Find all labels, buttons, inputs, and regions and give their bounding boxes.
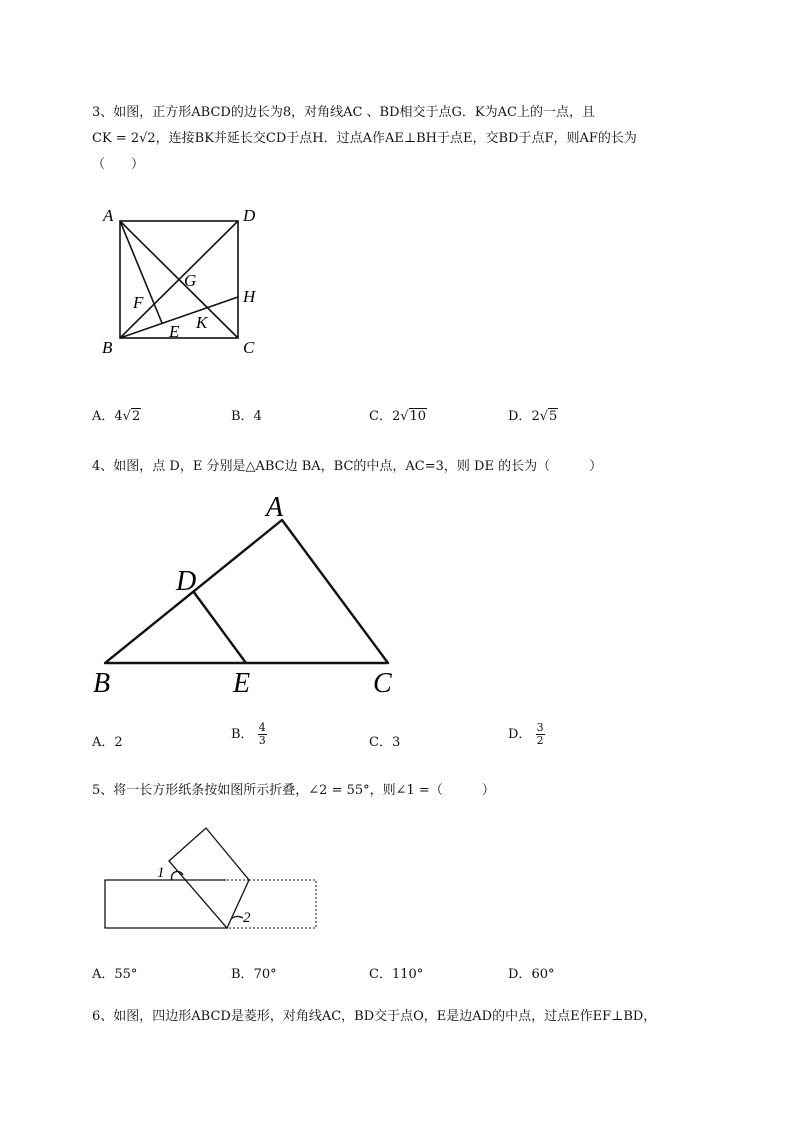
q3-option-a[interactable]: A．4√2	[92, 409, 141, 424]
q5-option-c-key: C．	[369, 967, 392, 982]
q4-option-a[interactable]	[92, 731, 123, 750]
q4-stem: 4、如图，点 D，E 分别是△ABC边 BA，BC的中点，AC=3，则 DE 的长为（ ）	[92, 459, 603, 474]
q3-label-A: A	[103, 206, 114, 225]
q4-option-d-fraction: $\frac{3}{2}$	[536, 721, 544, 747]
q5-option-b-value: 70°	[253, 967, 277, 982]
q3-option-a-radicand: 2	[131, 409, 141, 424]
q3-option-a-coef: 4	[114, 409, 123, 424]
q5-angle-1-label: 1	[157, 865, 165, 881]
q5-option-d[interactable]	[508, 963, 554, 982]
q4-option-a-value: 2	[114, 735, 123, 750]
q3-square-figure	[95, 198, 275, 358]
q5-option-c-value: 110°	[391, 967, 424, 982]
q3-label-B: B	[102, 338, 113, 357]
q4-option-c-value: 3	[391, 735, 401, 750]
q3-option-b-value: 4	[253, 409, 262, 424]
q4-option-c[interactable]	[369, 731, 400, 750]
q5-option-a[interactable]	[92, 963, 137, 982]
q6-stem: 6、如图，四边形ABCD是菱形，对角线AC，BD交于点O，E是边AD的中点，过点E作EF⊥BD，	[92, 1009, 657, 1024]
q5-option-d-value: 60°	[531, 967, 555, 982]
q3-label-C: C	[243, 338, 255, 357]
q4-triangle-figure	[90, 490, 410, 700]
q4-option-d-key: D．	[508, 727, 532, 742]
q4-label-C: C	[373, 668, 392, 699]
q3-label-K: K	[196, 313, 208, 332]
q4-label-B: B	[93, 668, 111, 699]
q5-option-c[interactable]	[369, 963, 423, 982]
q3-option-c-radicand: 10	[409, 409, 427, 424]
q5-option-a-value: 55°	[114, 967, 138, 982]
q5-stem: 5、将一长方形纸条按如图所示折叠，∠2 = 55°，则∠1 =（ ）	[92, 783, 495, 798]
q4-option-c-key: C．	[369, 735, 392, 750]
q3-option-c-coef: 2	[391, 409, 401, 424]
q3-stem-line2: CK = 2√2，连接BK并延长交CD于点H．过点A作AE⊥BH于点E，交BD于点F，则AF的长为	[92, 131, 637, 146]
q3-option-d-key: D．	[508, 409, 532, 424]
q4-option-b[interactable]	[231, 722, 267, 747]
q3-label-E: E	[169, 322, 180, 341]
q3-label-H: H	[243, 287, 256, 306]
q3-option-d[interactable]: D．2√5	[508, 409, 558, 424]
q3-option-d-coef: 2	[531, 409, 540, 424]
q3-option-a-key: A．	[92, 409, 115, 424]
q5-angle-2-label: 2	[243, 910, 251, 926]
q4-label-A: A	[266, 492, 284, 523]
q4-option-a-key: A．	[92, 735, 115, 750]
q5-option-d-key: D．	[508, 967, 532, 982]
q3-option-c-key: C．	[369, 409, 392, 424]
q5-option-b[interactable]	[231, 963, 277, 982]
q3-label-F: F	[133, 293, 144, 312]
q5-folded-strip-figure	[100, 822, 325, 934]
q4-option-b-fraction: $\frac{4}{3}$	[258, 721, 266, 747]
q3-answer-blank: （ ）	[92, 157, 145, 172]
q3-stem-line1: 3、如图，正方形ABCD的边长为8，对角线AC 、BD相交于点G．K为AC上的一点，且	[92, 105, 595, 120]
q5-option-a-key: A．	[92, 967, 115, 982]
q4-option-b-key: B．	[231, 727, 254, 742]
q5-option-b-key: B．	[231, 967, 254, 982]
q3-option-b-key: B．	[231, 409, 254, 424]
q4-label-E: E	[233, 668, 251, 699]
q4-label-D: D	[176, 566, 197, 597]
q4-option-d[interactable]	[508, 722, 545, 747]
q3-label-G: G	[184, 271, 197, 290]
q3-option-b[interactable]	[231, 405, 262, 424]
q3-option-d-radicand: 5	[549, 409, 558, 424]
q3-option-c[interactable]: C．2√10	[369, 409, 427, 424]
q3-label-D: D	[243, 206, 256, 225]
